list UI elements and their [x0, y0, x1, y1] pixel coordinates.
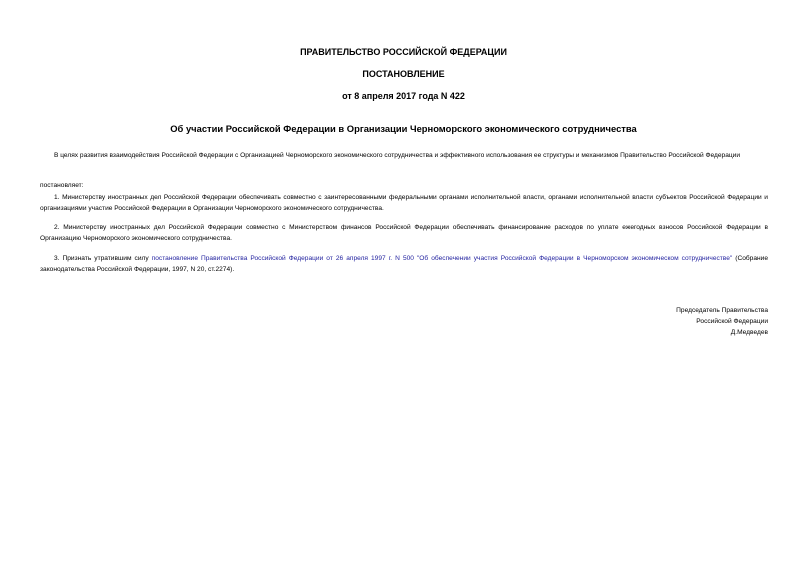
resolves-line: постановляет:	[40, 182, 84, 189]
repealed-resolution-link[interactable]: постановление Правительства Российской Федерации от 26 апреля 1997 г. N 500 "Об обеспечении участия Российской Федерации в Черноморском экономическом сотрудничестве"	[151, 255, 733, 262]
signature-name: Д.Медведев	[730, 329, 768, 336]
signature-organization-line: Российской Федерации	[696, 318, 768, 325]
clause-3-paragraph	[40, 253, 768, 275]
document-title: Об участии Российской Федерации в Организации Черноморского экономического сотрудничества	[170, 123, 637, 134]
document-type-heading: ПОСТАНОВЛЕНИЕ	[362, 69, 445, 79]
document-date-number: от 8 апреля 2017 года N 422	[342, 91, 465, 101]
signature-position-line: Председатель Правительства	[676, 307, 768, 314]
preamble-paragraph: В целях развития взаимодействия Российской Федерации с Организацией Черноморского экономического сотрудничества и эффективного использования ее структуры и механизмов Правительство Российской Федерации	[54, 152, 741, 159]
clause-1-paragraph: 1. Министерству иностранных дел Российской Федерации обеспечивать совместно с заинтересованными федеральными органами исполнительной власти, органами исполнительной власти субъектов Российской Федерации и организациями участие Российской Федерации в Организации Черноморского экономического сотрудничества.	[40, 194, 768, 212]
government-heading: ПРАВИТЕЛЬСТВО РОССИЙСКОЙ ФЕДЕРАЦИИ	[300, 47, 507, 57]
clause-3-suffix: (Собрание законодательства Российской Федерации, 1997, N 20, ст.2274).	[40, 255, 769, 273]
clause-3-prefix: 3. Признать утратившим силу	[54, 255, 152, 262]
clause-2-paragraph: 2. Министерству иностранных дел Российской Федерации совместно с Министерством финансов Российской Федерации обеспечивать финансирование расходов по уплате ежегодных взносов Российской Федерации в Организацию Черноморского экономического сотрудничества.	[40, 224, 768, 242]
